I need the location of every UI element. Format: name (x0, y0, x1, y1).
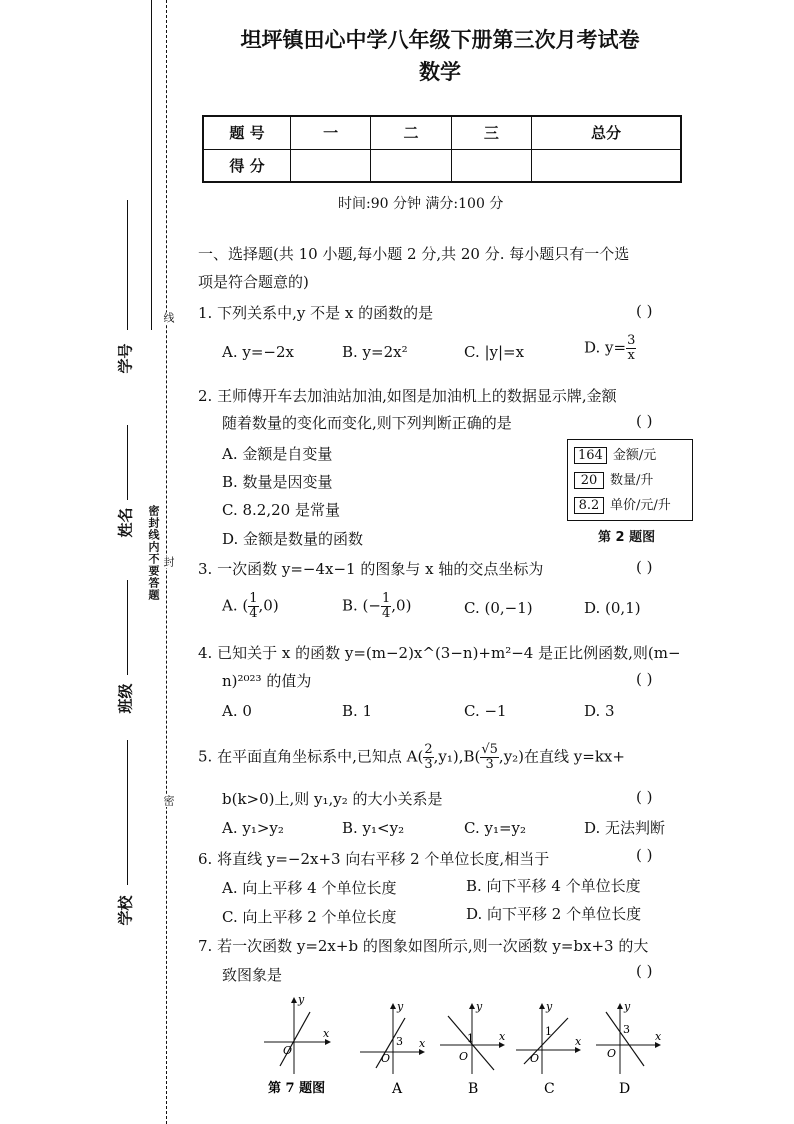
pump-value: 164 (574, 447, 607, 464)
q7-label-c[interactable]: C (544, 1081, 555, 1097)
q5-pre: 5. 在平面直角坐标系中,已知点 A( (198, 747, 424, 766)
q2-option-c[interactable]: C. 8.2,20 是常量 (222, 501, 340, 519)
fraction-denominator: 4 (249, 606, 258, 621)
q3-b-suffix: ,0) (391, 596, 412, 615)
secret-mark: 密 (162, 795, 175, 807)
name-label: 姓名 (116, 507, 135, 538)
q3-b-prefix: B. (− (342, 596, 381, 615)
q5-option-a[interactable]: A. y₁>y₂ (222, 819, 284, 837)
q3-a-suffix: ,0) (258, 596, 279, 615)
section-heading-2: 项是符合题意的) (198, 273, 309, 291)
q1-option-d-prefix: D. y= (584, 338, 627, 357)
q6-option-a[interactable]: A. 向上平移 4 个单位长度 (222, 879, 397, 897)
q6-option-b[interactable]: B. 向下平移 4 个单位长度 (466, 877, 641, 895)
axis-label-x: x (323, 1027, 330, 1040)
axis-label-x: x (575, 1035, 582, 1048)
q5-mid: ,y₁),B( (433, 747, 481, 766)
q3-option-c[interactable]: C. (0,−1) (464, 599, 533, 617)
pump-label: 金额/元 (612, 448, 657, 463)
intercept-label: 1 (467, 1032, 474, 1045)
q7-line2: 致图象是 (222, 966, 283, 984)
q4-option-a[interactable]: A. 0 (222, 702, 252, 720)
score-header-cell: 一 (291, 116, 371, 149)
pump-label: 单价/元/升 (610, 498, 671, 513)
fraction-denominator: 4 (381, 606, 391, 621)
q5-answer-slot[interactable]: ( ) (636, 788, 653, 806)
q7-label-a[interactable]: A (392, 1081, 403, 1097)
q6-option-c[interactable]: C. 向上平移 2 个单位长度 (222, 908, 397, 926)
q4-option-c[interactable]: C. −1 (464, 702, 507, 720)
pump-value: 20 (574, 472, 604, 489)
axis-label-y: y (476, 1000, 483, 1013)
axis-label-y: y (624, 1000, 631, 1013)
q6-answer-slot[interactable]: ( ) (636, 846, 653, 864)
score-row-label: 得 分 (203, 149, 291, 182)
score-header-cell: 总分 (532, 116, 681, 149)
q3-text: 3. 一次函数 y=−4x−1 的图象与 x 轴的交点坐标为 (198, 560, 544, 578)
score-header-cell: 三 (451, 116, 531, 149)
q5-post: ,y₂)在直线 y=kx+ (498, 747, 625, 766)
fraction-numerator: 1 (381, 591, 391, 606)
origin-label: O (607, 1047, 617, 1060)
q7-reference-graph (264, 993, 330, 1074)
q1-option-b[interactable]: B. y=2x² (342, 343, 408, 361)
fraction-numerator: 2 (424, 742, 433, 757)
q4-line1: 4. 已知关于 x 的函数 y=(m−2)x^(3−n)+m²−4 是正比例函数,则(m− (198, 644, 681, 662)
q5-line2: b(k>0)上,则 y₁,y₂ 的大小关系是 (222, 790, 443, 808)
fraction-denominator: x (627, 348, 635, 363)
q1-option-c[interactable]: C. |y|=x (464, 343, 525, 361)
subject-title: 数学 (419, 60, 461, 84)
seal-notice: 密封线内不要答题 (147, 505, 160, 601)
class-label: 班级 (116, 683, 135, 714)
q2-answer-slot[interactable]: ( ) (636, 412, 653, 430)
q2-line1: 2. 王师傅开车去加油站加油,如图是加油机上的数据显示牌,金额 (198, 387, 617, 405)
q7-graph-b[interactable] (440, 1000, 506, 1074)
axis-label-y: y (298, 993, 305, 1006)
q7-graph-d[interactable] (596, 1000, 662, 1074)
q6-option-d[interactable]: D. 向下平移 2 个单位长度 (466, 905, 642, 923)
score-header-cell: 二 (371, 116, 451, 149)
q7-graph-a[interactable] (360, 1000, 426, 1074)
intercept-label: 3 (396, 1035, 403, 1048)
origin-label: O (381, 1052, 391, 1065)
pump-value: 8.2 (574, 497, 604, 514)
q2-option-b[interactable]: B. 数量是因变量 (222, 473, 333, 491)
axis-label-y: y (397, 1000, 404, 1013)
q7-label-b[interactable]: B (468, 1081, 479, 1097)
fraction-numerator: √5 (481, 742, 498, 757)
axis-label-x: x (655, 1030, 662, 1043)
graph-line (280, 1012, 310, 1066)
pump-label: 数量/升 (610, 473, 654, 488)
q4-option-d[interactable]: D. 3 (584, 702, 615, 720)
intercept-label: 1 (545, 1025, 552, 1038)
axis-label-y: y (546, 1000, 553, 1013)
q1-answer-slot[interactable]: ( ) (636, 302, 653, 320)
q1-text: 1. 下列关系中,y 不是 x 的函数的是 (198, 304, 434, 322)
q2-option-a[interactable]: A. 金额是自变量 (222, 445, 333, 463)
q7-line1: 7. 若一次函数 y=2x+b 的图象如图所示,则一次函数 y=bx+3 的大 (198, 937, 649, 955)
axis-label-x: x (499, 1030, 506, 1043)
q2-line2: 随着数量的变化而变化,则下列判断正确的是 (222, 414, 512, 432)
q1-option-a[interactable]: A. y=−2x (222, 343, 294, 361)
fraction-numerator: 1 (249, 591, 258, 606)
seal-mark: 封 (162, 556, 175, 568)
q5-option-d[interactable]: D. 无法判断 (584, 819, 666, 837)
q7-caption: 第 7 题图 (268, 1081, 326, 1096)
intercept-label: 3 (623, 1023, 630, 1036)
section-heading-1: 一、选择题(共 10 小题,每小题 2 分,共 20 分. 每小题只有一个选 (198, 245, 630, 263)
q4-option-b[interactable]: B. 1 (342, 702, 373, 720)
axis-label-x: x (419, 1037, 426, 1050)
q7-answer-slot[interactable]: ( ) (636, 962, 653, 980)
q3-option-d[interactable]: D. (0,1) (584, 599, 641, 617)
q6-text: 6. 将直线 y=−2x+3 向右平移 2 个单位长度,相当于 (198, 850, 550, 868)
origin-label: O (459, 1050, 469, 1063)
exam-title: 坦坪镇田心中学八年级下册第三次月考试卷 (240, 28, 640, 52)
q3-answer-slot[interactable]: ( ) (636, 558, 653, 576)
school-label: 学校 (116, 895, 135, 926)
q7-label-d[interactable]: D (619, 1081, 631, 1097)
q2-caption: 第 2 题图 (598, 530, 656, 545)
fraction-denominator: 3 (485, 757, 494, 772)
fraction-denominator: 3 (424, 757, 433, 772)
fraction-numerator: 3 (627, 333, 636, 348)
score-header-cell: 题 号 (203, 116, 291, 149)
q4-answer-slot[interactable]: ( ) (636, 670, 653, 688)
q7-graph-c[interactable] (516, 1000, 582, 1074)
origin-label: O (283, 1044, 293, 1057)
origin-label: O (530, 1052, 540, 1065)
q5-option-b[interactable]: B. y₁<y₂ (342, 819, 405, 837)
exam-info: 时间:90 分钟 满分:100 分 (338, 196, 504, 212)
q3-a-prefix: A. ( (222, 596, 249, 615)
line-mark: 线 (162, 312, 175, 324)
student-no-label: 学号 (116, 343, 135, 374)
q5-option-c[interactable]: C. y₁=y₂ (464, 819, 527, 837)
q2-option-d[interactable]: D. 金额是数量的函数 (222, 530, 364, 548)
q4-line2: n)²⁰²³ 的值为 (222, 672, 312, 690)
